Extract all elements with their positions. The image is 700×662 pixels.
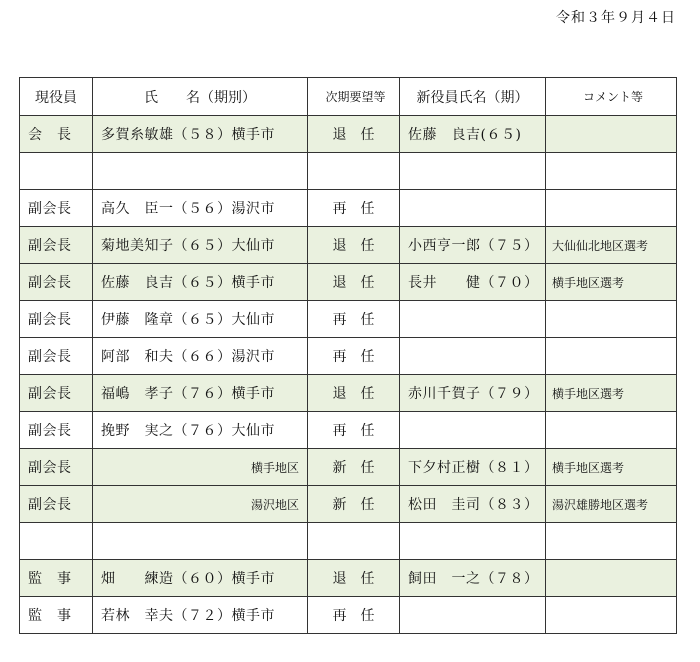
comment-cell: 横手地区選考: [546, 375, 677, 412]
name-cell: 高久 臣一（５６）湯沢市: [93, 190, 308, 227]
table-row: [20, 227, 677, 264]
table-row: [20, 375, 677, 412]
header-new-officer: 新役員氏名（期）: [400, 78, 546, 116]
new-officer-cell: [400, 597, 546, 634]
role-cell: [20, 153, 93, 190]
new-officer-cell: [400, 153, 546, 190]
table-row: [20, 412, 677, 449]
new-officer-cell: 下夕村正樹（８１）: [400, 449, 546, 486]
role-cell: 副会長: [20, 486, 93, 523]
role-cell: 副会長: [20, 375, 93, 412]
request-cell: 再 任: [308, 597, 400, 634]
request-cell: 退 任: [308, 375, 400, 412]
role-cell: 副会長: [20, 412, 93, 449]
request-cell: 新 任: [308, 449, 400, 486]
header-request: 次期要望等: [308, 78, 400, 116]
request-cell: 退 任: [308, 560, 400, 597]
new-officer-cell: 赤川千賀子（７９）: [400, 375, 546, 412]
comment-cell: [546, 153, 677, 190]
new-officer-cell: 長井 健（７０）: [400, 264, 546, 301]
name-cell: 伊藤 隆章（６５）大仙市: [93, 301, 308, 338]
name-cell: 挽野 実之（７６）大仙市: [93, 412, 308, 449]
comment-cell: [546, 338, 677, 375]
name-cell: 湯沢地区: [93, 486, 308, 523]
comment-cell: 湯沢雄勝地区選考: [546, 486, 677, 523]
header-comment: コメント等: [546, 78, 677, 116]
name-cell: 菊地美知子（６５）大仙市: [93, 227, 308, 264]
table-header-row: [20, 78, 677, 116]
name-cell: 佐藤 良吉（６５）横手市: [93, 264, 308, 301]
name-cell: [93, 523, 308, 560]
role-cell: 副会長: [20, 190, 93, 227]
request-cell: 退 任: [308, 227, 400, 264]
name-cell: [93, 153, 308, 190]
document-date: 令和３年９月４日: [556, 10, 676, 26]
role-cell: 副会長: [20, 301, 93, 338]
request-cell: 再 任: [308, 190, 400, 227]
request-cell: [308, 523, 400, 560]
table-row: [20, 523, 677, 560]
header-current-officer: 現役員: [20, 78, 93, 116]
request-cell: 再 任: [308, 338, 400, 375]
role-cell: 副会長: [20, 264, 93, 301]
comment-cell: [546, 597, 677, 634]
table-row: [20, 116, 677, 153]
comment-cell: [546, 301, 677, 338]
new-officer-cell: [400, 301, 546, 338]
comment-cell: [546, 523, 677, 560]
comment-cell: 大仙仙北地区選考: [546, 227, 677, 264]
name-cell: 畑 練造（６０）横手市: [93, 560, 308, 597]
table-row: [20, 597, 677, 634]
table-row: [20, 190, 677, 227]
request-cell: 再 任: [308, 412, 400, 449]
name-cell: 横手地区: [93, 449, 308, 486]
table-row: [20, 301, 677, 338]
comment-cell: 横手地区選考: [546, 264, 677, 301]
table-row: [20, 449, 677, 486]
role-cell: 副会長: [20, 338, 93, 375]
new-officer-cell: 小西亨一郎（７５）: [400, 227, 546, 264]
new-officer-cell: [400, 338, 546, 375]
comment-cell: 横手地区選考: [546, 449, 677, 486]
request-cell: 再 任: [308, 301, 400, 338]
comment-cell: [546, 190, 677, 227]
new-officer-cell: [400, 412, 546, 449]
request-cell: 退 任: [308, 116, 400, 153]
role-cell: [20, 523, 93, 560]
comment-cell: [546, 560, 677, 597]
name-cell: 多賀糸敏雄（５８）横手市: [93, 116, 308, 153]
request-cell: [308, 153, 400, 190]
table-row: [20, 153, 677, 190]
new-officer-cell: 松田 圭司（８３）: [400, 486, 546, 523]
comment-cell: [546, 412, 677, 449]
name-cell: 福嶋 孝子（７６）横手市: [93, 375, 308, 412]
role-cell: 会 長: [20, 116, 93, 153]
request-cell: 新 任: [308, 486, 400, 523]
role-cell: 監 事: [20, 560, 93, 597]
role-cell: 副会長: [20, 449, 93, 486]
request-cell: 退 任: [308, 264, 400, 301]
officers-table: [19, 77, 677, 634]
table-row: [20, 338, 677, 375]
table-row: [20, 264, 677, 301]
role-cell: 副会長: [20, 227, 93, 264]
header-name: 氏 名（期別）: [93, 78, 308, 116]
new-officer-cell: [400, 190, 546, 227]
new-officer-cell: [400, 523, 546, 560]
table-row: [20, 486, 677, 523]
new-officer-cell: 佐藤 良吉(６５): [400, 116, 546, 153]
comment-cell: [546, 116, 677, 153]
name-cell: 阿部 和夫（６６）湯沢市: [93, 338, 308, 375]
new-officer-cell: 飼田 一之（７８）: [400, 560, 546, 597]
name-cell: 若林 幸夫（７２）横手市: [93, 597, 308, 634]
role-cell: 監 事: [20, 597, 93, 634]
table-row: [20, 560, 677, 597]
